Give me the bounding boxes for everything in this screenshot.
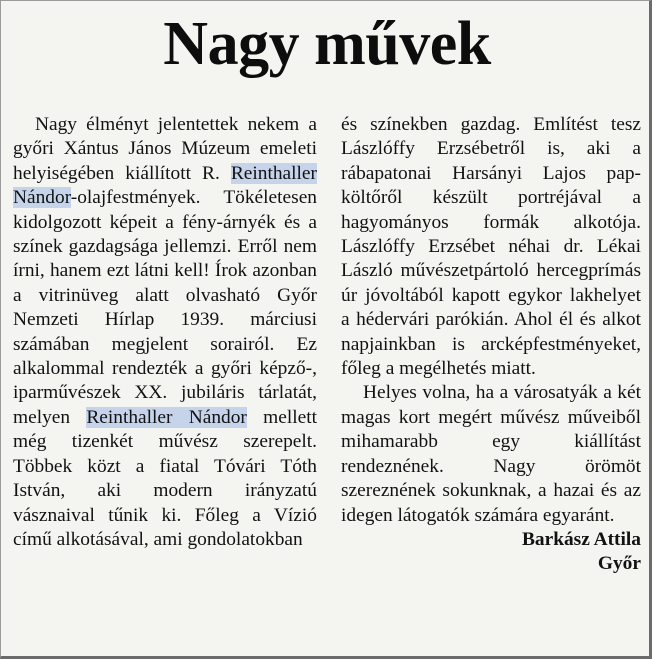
text-run: mellett még tizenkét művész szerepelt. Többek közt a fiatal Tóvári Tóth István, aki modern irányzatú vásznaival tűnik ki. Főleg a Vízió című alkotásával, ami gondolatokban [13, 406, 317, 550]
article-column-right [341, 113, 641, 577]
byline-author: Barkász Attila [521, 528, 641, 550]
text-run: -olajfestmények. Tökéletesen kidolgozott képeit a fény-árnyék és a színek gazdagsága jellemzi. Erről nem írni, hanem ezt látni kell! Írok azonban a vitrinüveg alatt olvasható Győr Nemzeti Hírlap 1939. márciusi számában megjelent sorairól. Ez alkalommal rendezték a győri képző-, iparművészek XX. jubiláris tárlatát, melyen [13, 187, 317, 428]
highlighted-name[interactable]: Reinthaller Nándor [13, 162, 317, 209]
article-headline: Nagy művek [163, 10, 491, 78]
highlighted-name[interactable]: Reinthaller Nándor [86, 406, 247, 428]
text-run: Nagy élményt jelentettek nekem a győri Xántus János Múzeum emeleti helyiségében kiállított R. [13, 114, 317, 184]
article-paragraph [13, 113, 317, 552]
byline-city: Győr [597, 553, 641, 575]
article-column-left [13, 113, 317, 552]
article-paragraph: Helyes volna, ha a városatyák a két magas kort megért művész műveiből mihamarabb egy kiállítást rendeznének. Nagy örömöt szereznének sokunknak, a hazai és az idegen látogatók számára egyaránt. [341, 382, 641, 526]
article-paragraph: és színekben gazdag. Említést tesz Lászlóffy Erzsébetről is, aki a rábapatonai Harsányi Lajos pap-költőről készült portréjával a hagyományos formák alkotója. Lászlóffy Erzsébet néhai dr. Lékai László művészetpártoló hercegprímás úr jóvoltából kapott egykor lakhelyet a hédervári parókián. Ahol él és alkot napjainkban is arcképfestményeket, főleg a megélhetés miatt. [341, 114, 641, 380]
